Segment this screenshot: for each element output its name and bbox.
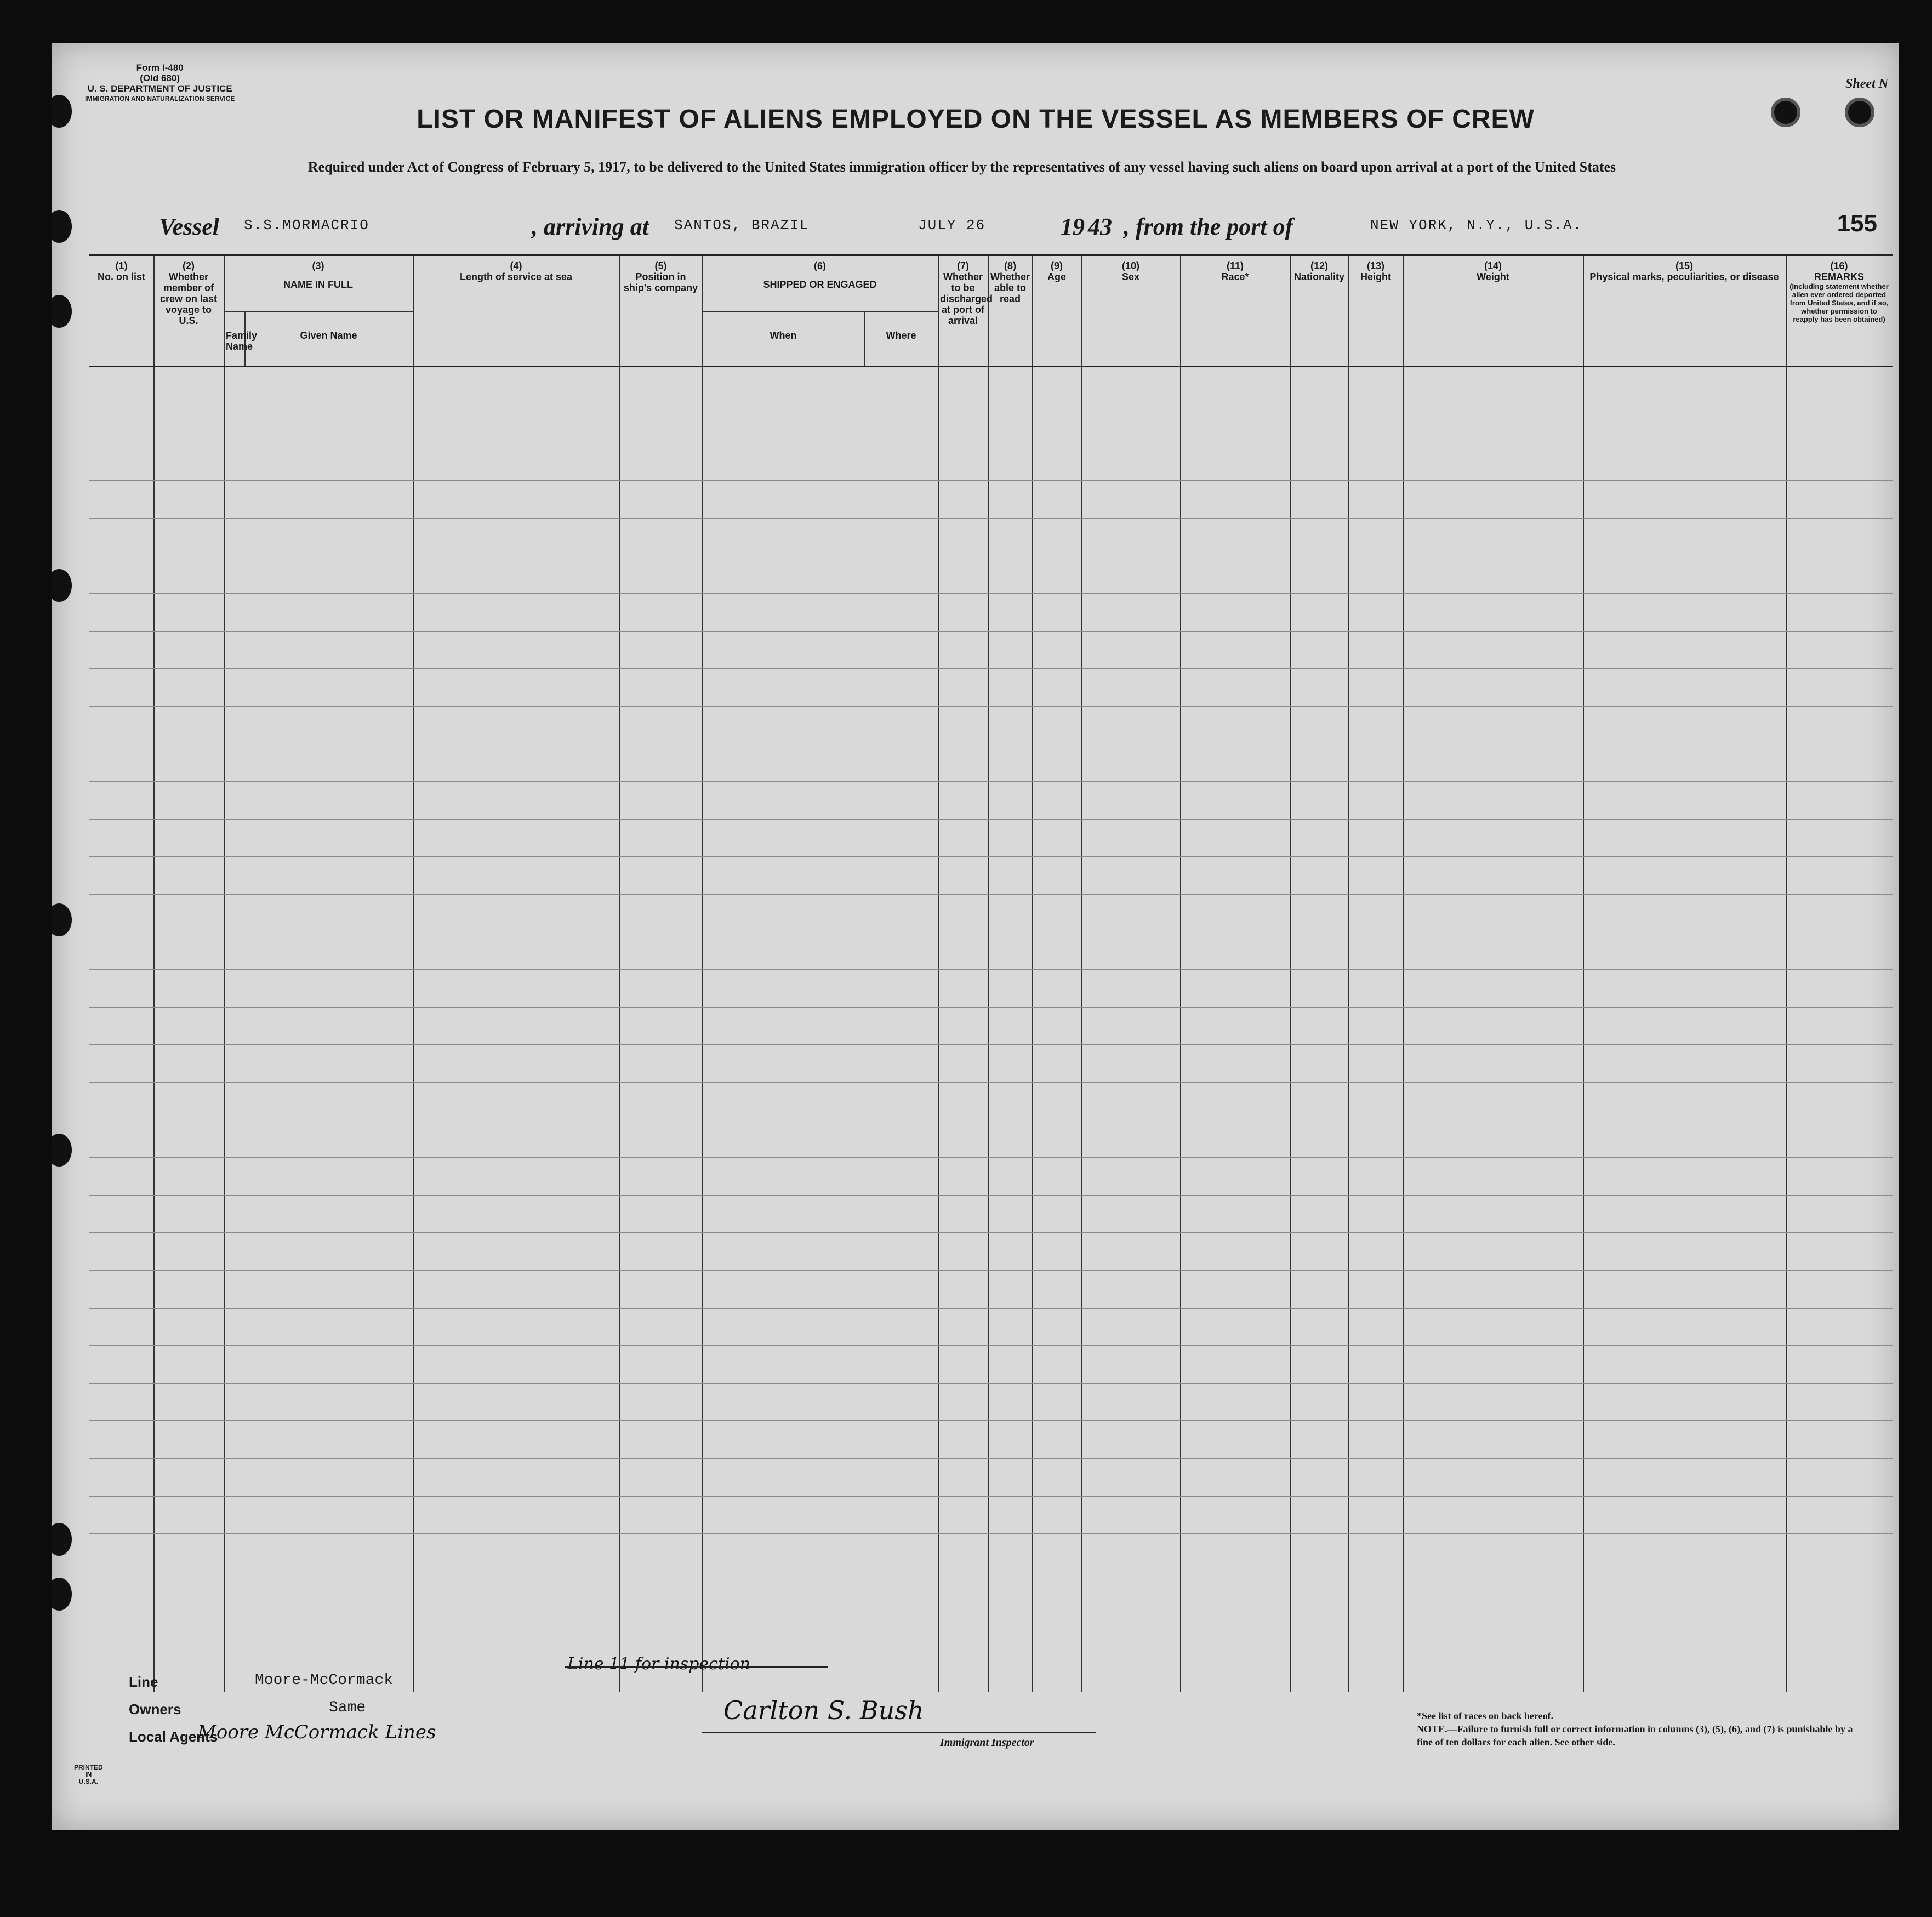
column-divider: [413, 256, 414, 1692]
column-number: (9): [1051, 260, 1063, 271]
line-value: Moore-McCormack: [255, 1672, 394, 1689]
column-label: Weight: [1477, 271, 1509, 282]
column-header: [1350, 260, 1401, 282]
column-number: (16): [1830, 260, 1848, 271]
printed-mark: [74, 1764, 103, 1785]
column-label: Length of service at sea: [459, 271, 573, 282]
column-number: (6): [814, 260, 826, 271]
arriving-label: , arriving at: [532, 213, 649, 240]
inspector-label: Immigrant Inspector: [940, 1737, 1034, 1749]
vessel-name: S.S.MORMACRIO: [244, 217, 369, 234]
column-label: Race*: [1221, 271, 1249, 282]
column-header: [226, 260, 411, 290]
row-rule: [89, 668, 1893, 669]
struck-handwritten-note: Line 11 for inspection: [567, 1654, 750, 1674]
page-subtitle: Required under Act of Congress of February 5, 1917, to be delivered to the United States immigration officer by the representatives of any vessel having such aliens on board upon arrival at a port of the United States: [307, 159, 1616, 175]
local-agents-handwritten: Moore McCormack Lines: [197, 1721, 436, 1743]
form-identifier: [85, 62, 235, 104]
row-rule: [89, 1157, 1893, 1158]
column-divider: [702, 256, 703, 1692]
column-header: [1788, 260, 1890, 323]
punch-hole: [52, 569, 72, 602]
column-number: (13): [1366, 260, 1384, 271]
column-number: (2): [183, 260, 195, 271]
row-rule: [89, 1533, 1893, 1534]
row-rule: [89, 1082, 1893, 1083]
column-header: [156, 260, 221, 326]
row-rule: [89, 856, 1893, 857]
arrival-date: JULY 26: [918, 217, 986, 234]
punch-hole: [52, 295, 72, 328]
row-rule: [89, 781, 1893, 782]
column-header: [92, 260, 151, 282]
column-label: Sex: [1121, 271, 1140, 282]
row-rule: [89, 1195, 1893, 1196]
row-rule: [89, 1420, 1893, 1421]
column-label: REMARKS: [1814, 271, 1864, 282]
column-subheader: Family Name: [226, 330, 258, 352]
row-rule: [89, 1044, 1893, 1045]
row-rule: [89, 1007, 1893, 1008]
sheet-number-label: Sheet N: [1845, 77, 1888, 91]
printed-mark-line: IN: [85, 1771, 92, 1778]
footer-notes: [1417, 1709, 1866, 1749]
year: 43: [1088, 213, 1112, 240]
column-number: (15): [1675, 260, 1693, 271]
vessel-line: [52, 213, 1899, 246]
column-number: (4): [510, 260, 522, 271]
column-divider: [224, 256, 225, 1692]
column-header: [990, 260, 1030, 304]
row-rule: [89, 1270, 1893, 1271]
column-divider: [1290, 256, 1291, 1692]
printed-mark-line: PRINTED: [74, 1764, 103, 1771]
row-rule: [89, 706, 1893, 707]
column-divider: [1032, 256, 1033, 1692]
column-divider: [619, 256, 620, 1692]
column-divider: [1348, 256, 1349, 1692]
column-divider: [864, 311, 865, 366]
column-label: Whether member of crew on last voyage to U.S.: [159, 271, 218, 326]
departure-port: NEW YORK, N.Y., U.S.A.: [1370, 217, 1583, 234]
column-divider: [1081, 256, 1082, 1692]
row-rule: [89, 631, 1893, 632]
column-subheader: Given Name: [300, 330, 357, 341]
column-label: Age: [1047, 271, 1066, 282]
column-divider: [938, 256, 939, 1692]
row-rule: [89, 1308, 1893, 1309]
column-number: (5): [654, 260, 667, 271]
column-header: [622, 260, 700, 293]
column-number: (8): [1004, 260, 1016, 271]
row-rule: [89, 1383, 1893, 1384]
column-label: NAME IN FULL: [283, 279, 353, 290]
subheader-divider: [224, 311, 413, 312]
column-label: Height: [1360, 271, 1391, 282]
service-name: IMMIGRATION AND NATURALIZATION SERVICE: [85, 95, 235, 103]
column-divider: [1786, 256, 1787, 1692]
column-subheader: When: [770, 330, 797, 341]
manifest-sheet: [52, 43, 1899, 1830]
owners-label: Owners: [129, 1701, 181, 1717]
page-number: 155: [1837, 210, 1877, 237]
from-label: , from the port of: [1124, 213, 1293, 240]
form-old-number: (Old 680): [140, 73, 180, 83]
punch-hole: [52, 1578, 72, 1611]
column-number: (14): [1484, 260, 1502, 271]
form-number: Form I-480: [136, 62, 184, 73]
column-label: Nationality: [1293, 271, 1344, 282]
column-header: [1034, 260, 1079, 282]
column-label: Position in ship's company: [623, 271, 698, 293]
row-rule: [89, 969, 1893, 970]
column-divider: [1180, 256, 1181, 1692]
inspector-signature: Carlton S. Bush: [723, 1696, 924, 1725]
column-header: [1084, 260, 1178, 282]
column-divider: [988, 256, 989, 1692]
row-rule: [89, 819, 1893, 820]
line-label: Line: [129, 1674, 158, 1690]
column-header: [1182, 260, 1288, 282]
column-header: [1292, 260, 1346, 282]
manifest-table: [89, 254, 1893, 1692]
owners-value: Same: [329, 1699, 366, 1716]
arriving-port: SANTOS, BRAZIL: [674, 217, 810, 234]
column-label: SHIPPED OR ENGAGED: [763, 279, 877, 290]
row-rule: [89, 518, 1893, 519]
row-rule: [89, 1458, 1893, 1459]
signature-line: [702, 1732, 1096, 1733]
row-rule: [89, 593, 1893, 594]
column-note: (Including statement whether alien ever ordered deported from United States, and if so, whether permission to reapply has been obtained): [1789, 282, 1889, 323]
row-rule: [89, 1232, 1893, 1233]
column-header: [415, 260, 617, 282]
penalty-note: NOTE.—Failure to furnish full or correct information in columns (3), (5), (6), and (7) is punishable by a fine of ten dollars for each alien. See other side.: [1417, 1723, 1853, 1748]
column-number: (10): [1121, 260, 1139, 271]
punch-hole: [52, 903, 72, 936]
races-note: *See list of races on back hereof.: [1417, 1710, 1554, 1721]
column-label: Whether able to read: [990, 271, 1030, 304]
punch-hole: [52, 1134, 72, 1167]
column-number: (7): [957, 260, 969, 271]
department-name: U. S. DEPARTMENT OF JUSTICE: [87, 83, 232, 94]
column-header: [940, 260, 993, 326]
year-prefix: 19: [1061, 213, 1085, 240]
header-divider: [89, 366, 1893, 367]
column-number: (11): [1226, 260, 1244, 271]
column-header: [704, 260, 936, 290]
column-header: [1405, 260, 1581, 282]
column-divider: [1403, 256, 1404, 1692]
row-rule: [89, 1345, 1893, 1346]
column-number: (1): [115, 260, 128, 271]
column-divider: [153, 256, 155, 1692]
row-rule: [89, 480, 1893, 481]
row-rule: [89, 1496, 1893, 1497]
punch-hole: [52, 1523, 72, 1556]
printed-mark-line: U.S.A.: [78, 1778, 98, 1785]
row-rule: [89, 894, 1893, 895]
column-number: (12): [1310, 260, 1328, 271]
column-label: No. on list: [98, 271, 145, 282]
column-label: Physical marks, peculiarities, or disease: [1589, 271, 1779, 282]
column-number: (3): [312, 260, 324, 271]
local-agents-label: Local Agents: [129, 1728, 218, 1745]
strike-line: [565, 1666, 828, 1668]
vessel-label: Vessel: [159, 213, 219, 240]
page-title: LIST OR MANIFEST OF ALIENS EMPLOYED ON THE VESSEL AS MEMBERS OF CREW: [417, 105, 1535, 134]
column-label: Whether to be discharged at port of arrival: [940, 271, 993, 326]
column-subheader: Where: [886, 330, 916, 341]
column-divider: [1583, 256, 1584, 1692]
column-header: [1585, 260, 1783, 282]
subheader-divider: [702, 311, 938, 312]
